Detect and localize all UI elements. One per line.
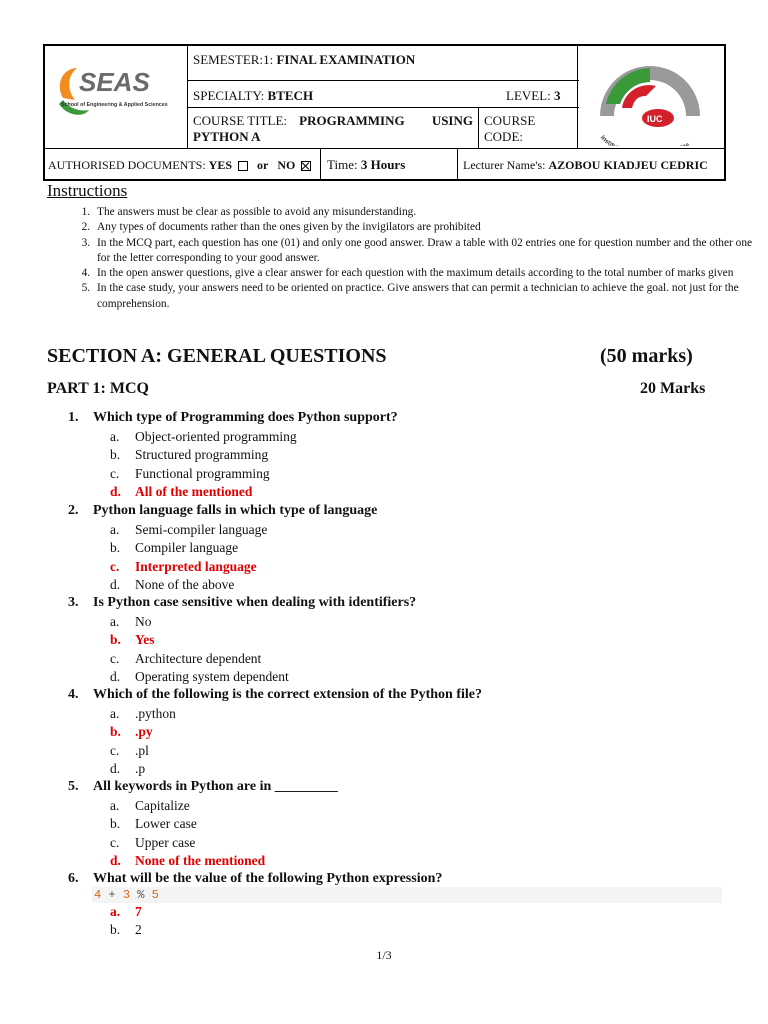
- option-text: None of the mentioned: [135, 853, 266, 869]
- specialty-row: [188, 81, 579, 108]
- option-correct-answer: [110, 853, 265, 869]
- option: [110, 429, 297, 445]
- question-text: All keywords in Python are in _________: [93, 779, 338, 794]
- instruction-item: 3. In the MCQ part, each question has one (01) and only one good answer. Draw a table with 02 entries one for question number and the other one for the letter corresponding to your good answer.: [93, 236, 763, 267]
- option: [110, 651, 261, 667]
- seas-logo-graphic: [45, 46, 186, 146]
- yes-label: YES: [208, 158, 233, 172]
- course-code-label-1: COURSE: [484, 113, 536, 128]
- no-label: NO: [277, 158, 296, 172]
- course-title-value-2: PYTHON A: [193, 129, 261, 144]
- option-text: Semi-compiler language: [135, 522, 268, 537]
- code-token: 5: [151, 888, 159, 902]
- svg-text:School of Engineering & Applie: School of Engineering & Applied Sciences: [61, 102, 168, 108]
- seas-logo: [45, 46, 188, 148]
- option: [110, 706, 176, 722]
- option: [110, 614, 152, 630]
- option-letter: c.: [110, 834, 120, 850]
- question: [68, 503, 377, 519]
- option-text: Operating system dependent: [135, 669, 289, 685]
- iuc-logo: [577, 46, 724, 148]
- question-text: Which of the following is the correct extension of the Python file?: [93, 687, 482, 702]
- option-correct-answer: [110, 484, 252, 500]
- option-text: 7: [135, 904, 142, 919]
- option: [110, 816, 197, 832]
- time-cell: [327, 149, 457, 181]
- option-correct-answer: [110, 632, 155, 648]
- code-token: 3: [122, 888, 131, 902]
- option-letter: a.: [110, 904, 121, 919]
- section-a-marks: (50 marks): [600, 345, 693, 367]
- course-code-label-2: CODE:: [484, 129, 523, 144]
- option-text: Capitalize: [135, 798, 190, 813]
- option-text: .python: [135, 706, 176, 721]
- option-text: Compiler language: [135, 540, 239, 556]
- option-letter: b.: [110, 816, 121, 832]
- time-label: Time:: [327, 157, 358, 172]
- option-letter: a.: [110, 706, 120, 721]
- course-title-label: COURSE TITLE:: [193, 113, 288, 128]
- level-value: 3: [554, 88, 561, 103]
- semester-label: SEMESTER:1:: [193, 52, 274, 67]
- specialty-label: SPECIALTY:: [193, 88, 265, 103]
- option-letter: b.: [110, 447, 121, 463]
- option-text: Object-oriented programming: [135, 429, 297, 444]
- exam-meta-row: [45, 148, 724, 181]
- header-info: [188, 46, 579, 148]
- option: [110, 761, 145, 777]
- code-token: 4: [94, 888, 102, 902]
- option-letter: c.: [110, 650, 120, 666]
- option-correct-answer: [110, 559, 257, 575]
- part1-title: PART 1: MCQ: [47, 380, 149, 397]
- option-letter: d.: [110, 669, 121, 685]
- question: [68, 687, 482, 703]
- option-letter: d.: [110, 577, 121, 593]
- option: [110, 466, 270, 482]
- question: [68, 871, 442, 887]
- semester-value: FINAL EXAMINATION: [276, 52, 416, 67]
- or-label: or: [257, 158, 269, 172]
- semester-row: [188, 46, 579, 81]
- option-text: Lower case: [135, 816, 197, 832]
- option-text: Interpreted language: [135, 558, 257, 574]
- option-text: Upper case: [135, 834, 196, 850]
- option-text: Yes: [135, 632, 155, 648]
- question-text: What will be the value of the following Python expression?: [93, 871, 443, 886]
- code-token: +: [108, 888, 116, 902]
- course-title-value-1: PROGRAMMING USING: [299, 113, 473, 128]
- course-row: [188, 108, 579, 148]
- question-text: Python language falls in which type of language: [93, 503, 378, 518]
- exam-header-table: [43, 44, 726, 181]
- option-text: Architecture dependent: [135, 650, 262, 666]
- lecturer-cell: [463, 149, 725, 181]
- page-number: 1/3: [376, 948, 392, 962]
- question-text: Is Python case sensitive when dealing with identifiers?: [93, 595, 417, 610]
- option-correct-answer: [110, 904, 142, 920]
- option-text: No: [135, 614, 152, 629]
- question-number: 2.: [68, 503, 79, 518]
- option: [110, 447, 268, 463]
- lecturer-label: Lecturer Name's:: [463, 158, 546, 172]
- option: [110, 669, 289, 685]
- question-number: 4.: [68, 687, 79, 702]
- option-text: None of the above: [135, 577, 235, 593]
- question-number: 5.: [68, 779, 79, 794]
- option-letter: b.: [110, 922, 121, 937]
- level-label: LEVEL:: [506, 88, 551, 103]
- question: [68, 410, 398, 426]
- option-text: .py: [135, 724, 153, 740]
- question: [68, 595, 416, 611]
- option-letter: a.: [110, 614, 120, 629]
- iuc-logo-graphic: [578, 46, 723, 146]
- option: [110, 743, 149, 759]
- question-text: Which type of Programming does Python support?: [93, 410, 398, 425]
- option-letter: c.: [110, 558, 120, 574]
- code-token: %: [137, 888, 145, 902]
- authorised-label: AUTHORISED DOCUMENTS:: [48, 158, 206, 172]
- option-letter: b.: [110, 632, 121, 648]
- option-letter: b.: [110, 540, 121, 556]
- section-a-title: SECTION A: GENERAL QUESTIONS: [47, 345, 387, 367]
- time-value: 3 Hours: [360, 157, 406, 172]
- instruction-item: 5. In the case study, your answers need to be oriented on practice. Give answers that can permit a technician to achieve the goal. not just for the comprehension.: [93, 281, 763, 312]
- option-text: .pl: [135, 742, 149, 758]
- no-checkbox-checked: [301, 161, 311, 171]
- svg-text:SEAS: SEAS: [79, 67, 150, 97]
- option-letter: c.: [110, 465, 120, 481]
- svg-text:Institut Universitaire de la C: Instit e: [598, 134, 691, 146]
- option: [110, 798, 190, 814]
- part1-marks: 20 Marks: [640, 380, 706, 397]
- option-text: .p: [135, 761, 146, 777]
- option-letter: c.: [110, 742, 120, 758]
- question-number: 3.: [68, 595, 79, 610]
- option-text: Functional programming: [135, 465, 270, 481]
- option-text: All of the mentioned: [135, 484, 253, 500]
- option: [110, 922, 142, 938]
- option: [110, 540, 238, 556]
- instruction-item: 1. The answers must be clear as possible to avoid any misunderstanding.: [93, 205, 763, 220]
- instructions-list: [47, 205, 763, 312]
- option-text: 2: [135, 922, 142, 937]
- question-number: 1.: [68, 410, 79, 425]
- option-letter: b.: [110, 724, 121, 740]
- svg-text:IUC: IUC: [647, 114, 663, 124]
- option-letter: d.: [110, 761, 121, 777]
- question: [68, 779, 338, 795]
- option: [110, 835, 195, 851]
- instruction-item: 4. In the open answer questions, give a clear answer for each question with the maximum details according to the total number of marks given: [93, 266, 763, 281]
- option-letter: d.: [110, 853, 121, 869]
- option-letter: a.: [110, 429, 120, 444]
- option-correct-answer: [110, 724, 153, 740]
- code-snippet: [92, 887, 722, 903]
- yes-checkbox: [238, 161, 248, 171]
- option-letter: a.: [110, 798, 120, 813]
- instruction-item: 2. Any types of documents rather than the ones given by the invigilators are prohibited: [93, 220, 763, 235]
- lecturer-value: AZOBOU KIADJEU CEDRIC: [548, 158, 708, 172]
- option-text: Structured programming: [135, 447, 269, 463]
- option-letter: a.: [110, 522, 120, 537]
- option: [110, 522, 267, 538]
- option: [110, 577, 234, 593]
- option-letter: d.: [110, 484, 121, 500]
- specialty-value: BTECH: [267, 88, 314, 103]
- authorised-docs-cell: [48, 149, 320, 181]
- question-number: 6.: [68, 871, 79, 886]
- instructions-title: Instructions: [47, 181, 128, 200]
